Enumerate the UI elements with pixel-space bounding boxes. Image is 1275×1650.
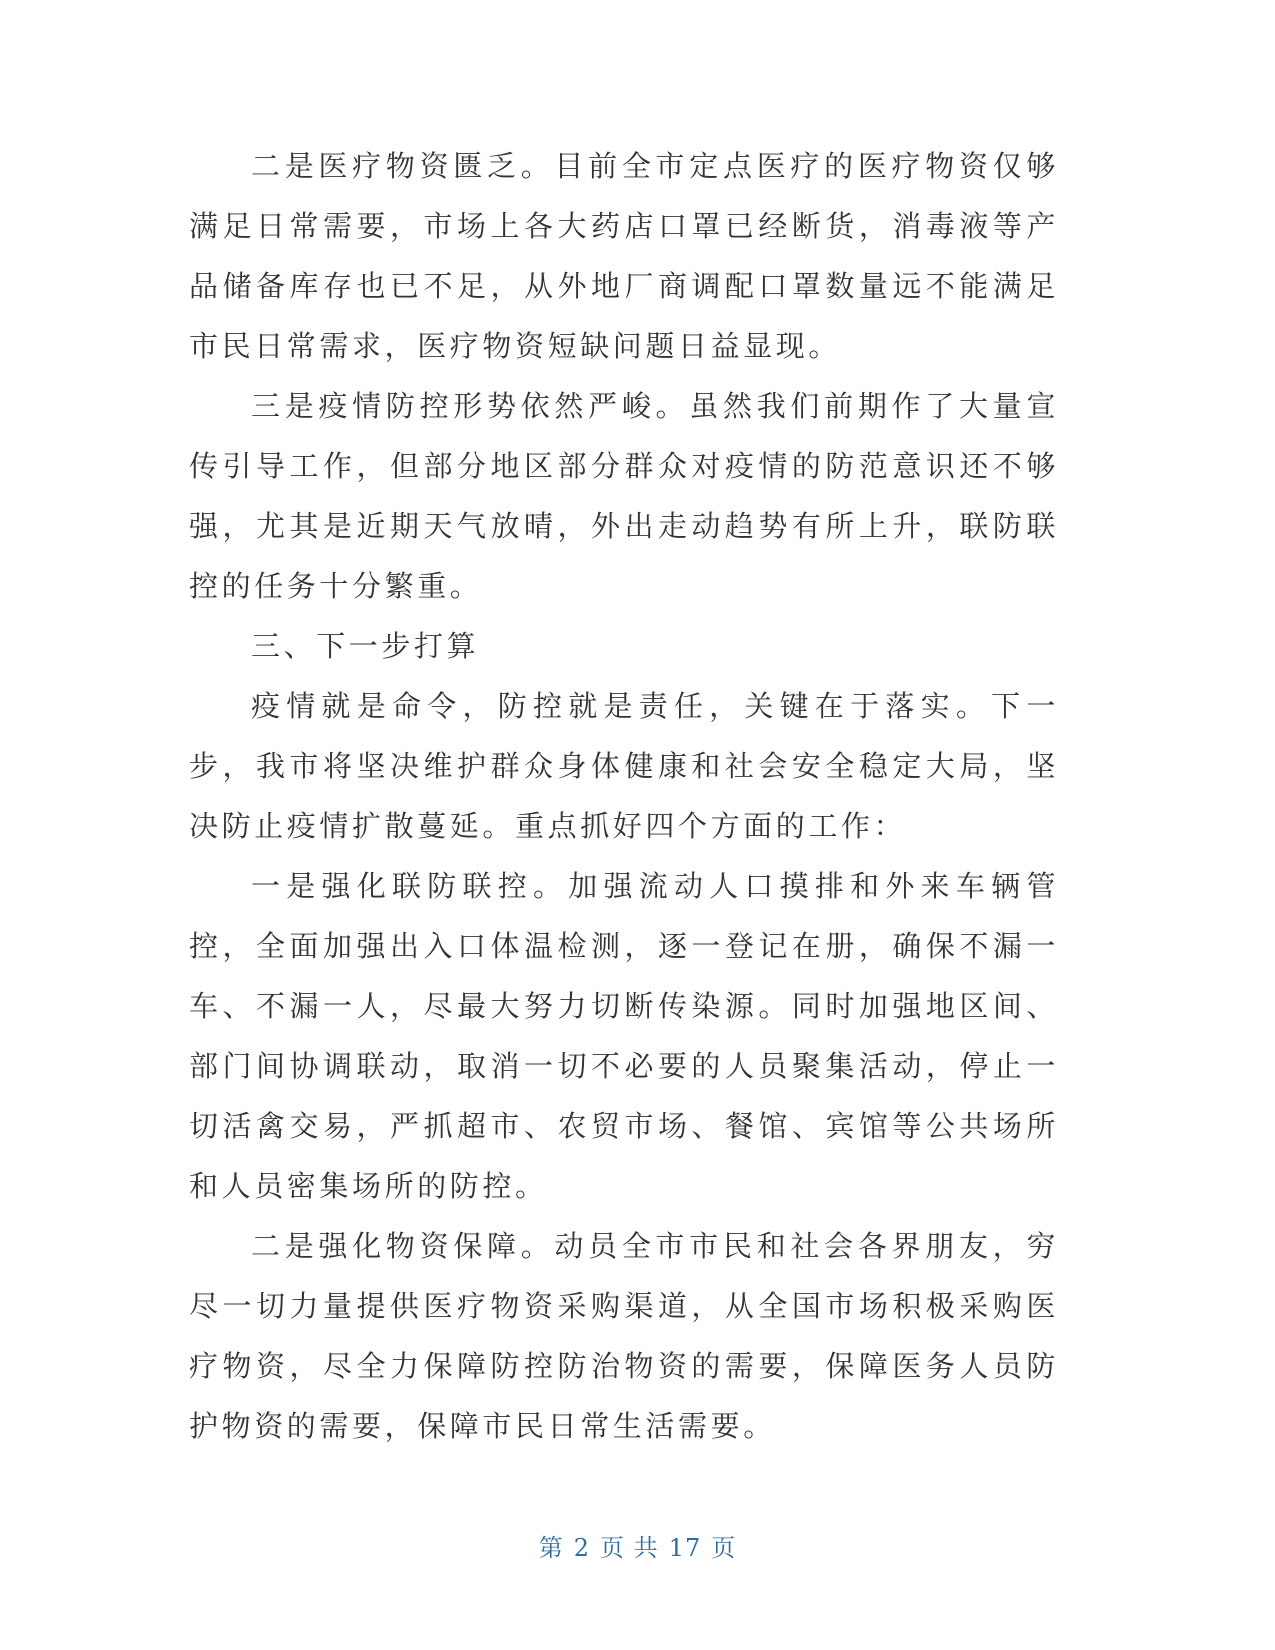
footer-page-number: 2 (573, 1534, 591, 1562)
paragraph-medical-supplies: 二是医疗物资匮乏。目前全市定点医疗的医疗物资仅够满足日常需要，市场上各大药店口罩已经断货，消毒液等产品储备库存也已不足，从外地厂商调配口罩数量远不能满足市民日常需求，医疗物资短缺问题日益显现。 (189, 149, 1059, 363)
footer-total-pages: 17 (668, 1534, 702, 1562)
footer-middle: 页 共 (600, 1534, 659, 1562)
page-footer (0, 1528, 1275, 1563)
paragraph-epidemic-situation: 三是疫情防控形势依然严峻。虽然我们前期作了大量宣传引导工作，但部分地区部分群众对疫情的防范意识还不够强，尤其是近期天气放晴，外出走动趋势有所上升，联防联控的任务十分繁重。 (189, 389, 1059, 603)
footer-suffix: 页 (711, 1534, 737, 1562)
paragraph-joint-control: 一是强化联防联控。加强流动人口摸排和外来车辆管控，全面加强出入口体温检测，逐一登记在册，确保不漏一车、不漏一人，尽最大努力切断传染源。同时加强地区间、部门间协调联动，取消一切不必要的人员聚集活动，停止一切活禽交易，严抓超市、农贸市场、餐馆、宾馆等公共场所和人员密集场所的防控。 (189, 869, 1059, 1203)
paragraph-supply-guarantee: 二是强化物资保障。动员全市市民和社会各界朋友，穷尽一切力量提供医疗物资采购渠道，从全国市场积极采购医疗物资，尽全力保障防控防治物资的需要，保障医务人员防护物资的需要，保障市民日常生活需要。 (189, 1229, 1059, 1443)
paragraph-next-steps-intro: 疫情就是命令，防控就是责任，关键在于落实。下一步，我市将坚决维护群众身体健康和社会安全稳定大局，坚决防止疫情扩散蔓延。重点抓好四个方面的工作： (189, 689, 1059, 843)
footer-prefix: 第 (538, 1534, 564, 1562)
section-heading-next-steps: 三、下一步打算 (251, 629, 480, 663)
document-body (189, 136, 1059, 1456)
